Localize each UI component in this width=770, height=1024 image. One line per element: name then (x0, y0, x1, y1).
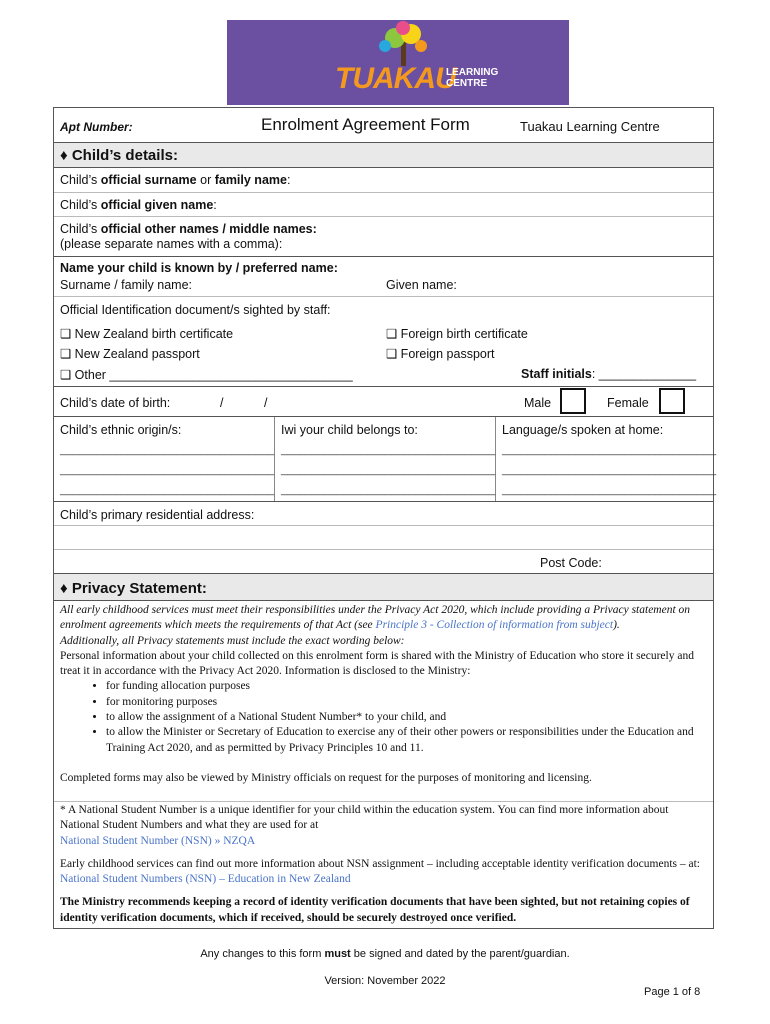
logo-subtitle: LEARNING CENTRE (446, 67, 499, 89)
ethnic-line[interactable]: ___________________________________ (60, 484, 275, 496)
completed-forms-text: Completed forms may also be viewed by Ministry officials on request for the purposes of monitoring and licensing. (60, 771, 592, 784)
apt-number-label: Apt Number: (60, 120, 133, 134)
page-number: Page 1 of 8 (644, 986, 701, 998)
list-item: • to allow the assignment of a National Student Number* to your child, and (106, 710, 708, 725)
preferred-surname-label: Surname / family name: (60, 278, 192, 292)
checkbox-other[interactable]: ❑ Other ___________________________________ (60, 368, 353, 382)
iwi-line[interactable]: ___________________________________ (281, 484, 496, 496)
principle-3-link[interactable]: Principle 3 - Collection of information from subject (375, 619, 614, 632)
checkbox-foreign-passport[interactable]: ❑ Foreign passport (386, 347, 495, 361)
language-label: Language/s spoken at home: (502, 423, 664, 437)
postcode-label: Post Code: (540, 556, 602, 570)
origin-row (54, 416, 717, 501)
privacy-body (60, 603, 708, 786)
checkbox-foreign-birth-certificate[interactable]: ❑ Foreign birth certificate (386, 327, 528, 341)
logo-wordmark: TUAKAU (335, 62, 456, 95)
ethnic-line[interactable]: ___________________________________ (60, 464, 275, 476)
preferred-name-row[interactable] (54, 256, 713, 296)
form-header (54, 108, 713, 142)
address-row[interactable] (54, 501, 713, 525)
id-documents (54, 321, 713, 393)
privacy-header (54, 573, 713, 601)
iwi-line[interactable]: ___________________________________ (281, 464, 496, 476)
female-label: Female (607, 396, 649, 410)
privacy-title: ♦ Privacy Statement: (60, 580, 207, 597)
iwi-label: Iwi your child belongs to: (281, 423, 418, 437)
privacy-additionally: Additionally, all Privacy statements must include the exact wording below: (60, 634, 405, 647)
dob-label: Child’s date of birth: (60, 396, 171, 410)
iwi-line[interactable]: ___________________________________ (281, 444, 496, 456)
nsn-nzqa-link[interactable]: National Student Number (NSN) » NZQA (60, 834, 256, 847)
other-names-note: (please separate names with a comma): (60, 237, 283, 251)
checkbox-nz-passport[interactable]: ❑ New Zealand passport (60, 347, 200, 361)
address-label: Child’s primary residential address: (60, 508, 255, 522)
nsn-info (60, 803, 708, 926)
language-line[interactable]: ___________________________________ (502, 464, 717, 476)
ministry-recommendation: The Ministry recommends keeping a record of identity verification documents that have been sighted, but not retaining copies of identity verification documents, which if received, should be securely destroyed once verified. (60, 896, 690, 924)
postcode-row[interactable] (54, 549, 713, 573)
child-details-title: ♦ Child’s details: (60, 147, 178, 164)
child-details-header (54, 142, 713, 168)
ece-text: Early childhood services can find out more information about NSN assignment – including acceptable identity verification documents – at: (60, 857, 700, 870)
other-names-row[interactable]: Child’s official other names / middle names: (please separate names with a comma): (54, 216, 713, 256)
nsn-education-link[interactable]: National Student Numbers (NSN) – Education in New Zealand (60, 873, 351, 886)
given-name-row[interactable]: Child’s official given name: (54, 192, 713, 216)
address-line-2[interactable] (54, 525, 713, 549)
privacy-para: Personal information about your child collected on this enrolment form is shared with the Ministry of Education who store it securely and treat it in accordance with the Privacy Act 2020. Information is disclosed to the Ministry: (60, 649, 694, 678)
list-item: • to allow the Minister or Secretary of Education to exercise any of their other powers or responsibilities under the Education and Training Act 2020, and as permitted by Privacy Principles 10 and 11. (106, 725, 708, 756)
disclosure-list (60, 679, 708, 755)
list-item: • for funding allocation purposes (106, 679, 708, 694)
list-item: • for monitoring purposes (106, 695, 708, 710)
language-line[interactable]: ___________________________________ (502, 444, 717, 456)
version-text: Version: November 2022 (324, 975, 446, 987)
nsn-text: * A National Student Number is a unique identifier for your child within the education system. You can find more information about National Student Numbers and what they are used for at (60, 804, 669, 832)
logo (227, 20, 569, 105)
changes-note: Any changes to this form must be signed and dated by the parent/guardian. (200, 948, 570, 960)
org-name: Tuakau Learning Centre (520, 119, 660, 134)
surname-row[interactable]: Child’s official surname or family name: (60, 173, 291, 187)
preferred-name-label: Name your child is known by / preferred name: (60, 261, 338, 275)
language-line[interactable]: ___________________________________ (502, 484, 717, 496)
male-label: Male (524, 396, 552, 410)
ethnic-origin-label: Child’s ethnic origin/s: (60, 423, 182, 437)
staff-initials[interactable]: Staff initials: ______________ (521, 367, 697, 381)
ethnic-line[interactable]: ___________________________________ (60, 444, 275, 456)
enrolment-form (53, 107, 717, 929)
id-sighted-label: Official Identification document/s sighted by staff: (60, 303, 331, 317)
preferred-given-label: Given name: (386, 278, 457, 292)
male-checkbox[interactable] (560, 388, 586, 414)
checkbox-nz-birth-certificate[interactable]: ❑ New Zealand birth certificate (60, 327, 234, 341)
privacy-intro: All early childhood services must meet their responsibilities under the Privacy Act 2020, which include providing a Privacy statement on enrolment agreements which meets the requirements of that Act (see Principle 3 - Collection of information from subject). (60, 604, 691, 632)
form-title: Enrolment Agreement Form (261, 115, 470, 134)
id-sighted-row (54, 296, 713, 321)
female-checkbox[interactable] (659, 388, 685, 414)
dob-row: Child’s date of birth: / / Male Female (54, 386, 713, 416)
